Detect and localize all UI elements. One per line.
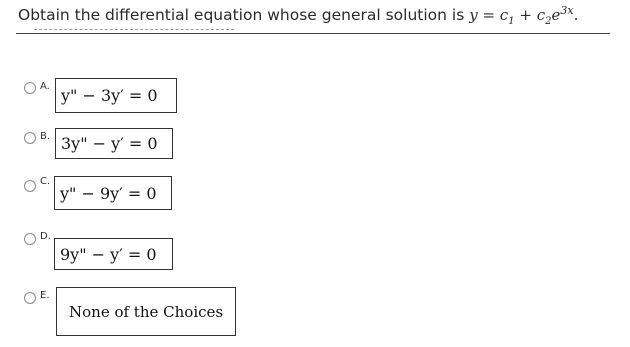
option-b-letter: B. bbox=[40, 131, 51, 142]
option-d-letter: D. bbox=[40, 231, 51, 242]
option-c[interactable] bbox=[24, 174, 184, 214]
option-a-letter: A. bbox=[40, 81, 50, 92]
option-e-answer[interactable]: None of the Choices bbox=[56, 287, 236, 336]
option-a-answer[interactable]: y" − 3y′ = 0 bbox=[55, 78, 177, 113]
question-divider bbox=[16, 33, 610, 34]
option-e-radio[interactable] bbox=[24, 292, 36, 304]
question-text: Obtain the differential equation whose general solution is $y = c_1 + c_2e^{3x}$. bbox=[18, 4, 579, 27]
option-d[interactable] bbox=[24, 228, 184, 268]
option-e[interactable] bbox=[24, 287, 244, 327]
question-prefix: Obtain the differential equation whose general solution is bbox=[18, 6, 470, 24]
option-c-radio[interactable] bbox=[24, 180, 36, 192]
option-b[interactable] bbox=[24, 128, 184, 168]
option-d-answer[interactable]: 9y" − y′ = 0 bbox=[54, 238, 173, 270]
option-d-radio[interactable] bbox=[24, 233, 36, 245]
option-a[interactable] bbox=[24, 78, 184, 118]
option-c-letter: C. bbox=[40, 176, 51, 187]
general-solution-formula: $y = c_1 + c_2e^{3x}$ bbox=[469, 4, 574, 27]
option-c-answer[interactable]: y" − 9y′ = 0 bbox=[54, 176, 172, 210]
option-a-radio[interactable] bbox=[24, 82, 36, 94]
option-b-radio[interactable] bbox=[24, 132, 36, 144]
option-e-letter: E. bbox=[40, 290, 50, 301]
faded-strikethrough-marks bbox=[34, 29, 234, 32]
option-b-answer[interactable]: 3y" − y′ = 0 bbox=[55, 128, 173, 159]
